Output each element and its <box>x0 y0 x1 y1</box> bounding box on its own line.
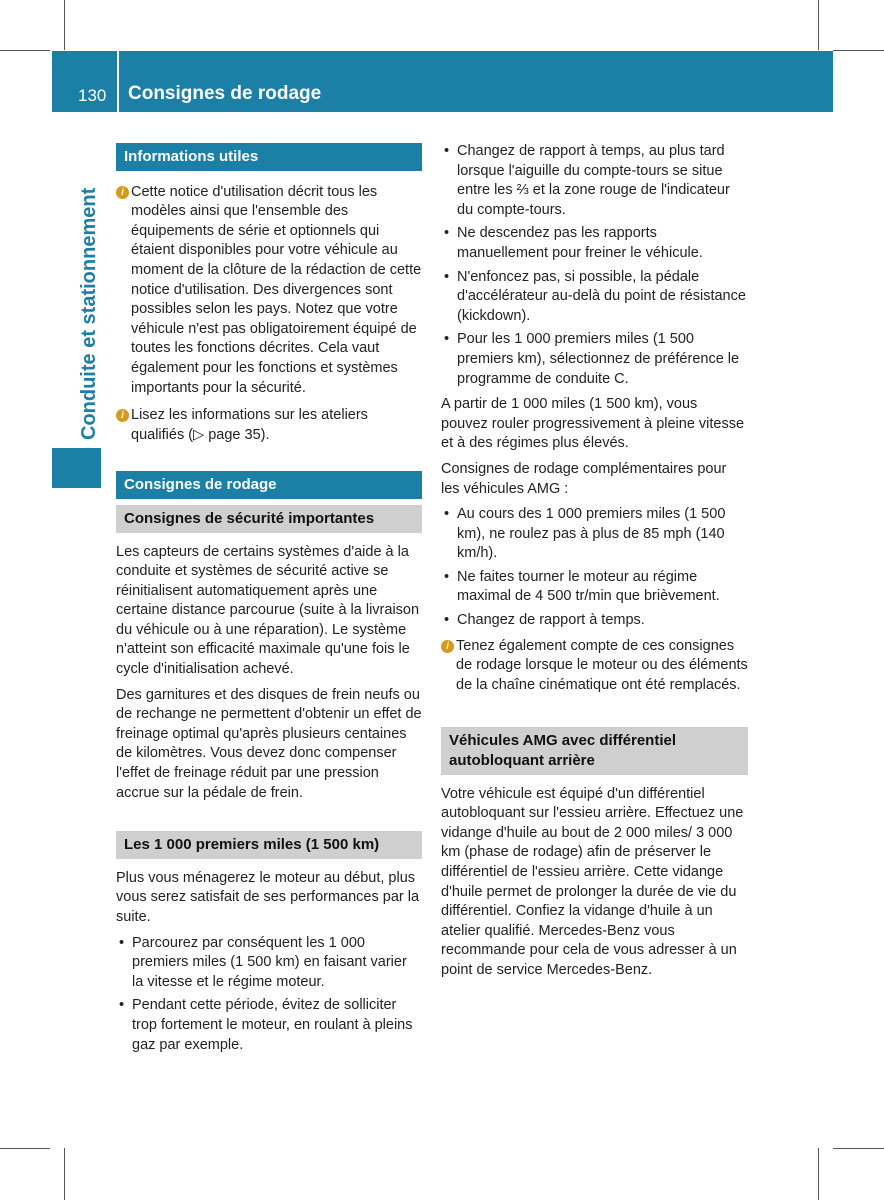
list-item: • Pendant cette période, évitez de solliciter trop fortement le moteur, en roulant à pleins gaz par exemple. <box>116 996 422 1055</box>
paragraph: Votre véhicule est équipé d'un différentiel autobloquant sur l'essieu arrière. Effectuez une vidange d'huile au bout de 2 000 miles/ 3 000 km (phase de rodage) afin de préserver le différentiel de l'essieu arrière. Cette vidange d'huile permet de prolonger la durée de vie du différentiel. Confiez la vidange d'huile à un atelier qualifié. Mercedes-Benz vous recommande pour cela de vous adresser à un point de service Mercedes-Benz. <box>441 785 744 978</box>
list-item: • Changez de rapport à temps. <box>441 611 748 631</box>
info-icon: i <box>116 409 129 422</box>
crop-mark <box>64 0 65 50</box>
paragraph: Les capteurs de certains systèmes d'aide à la conduite et systèmes de sécurité active se réinitialisent automatiquement après une certaine distance parcourue (suite à la livraison du véhicule ou à une réparation). Le système n'atteint son efficacité maximale qu'une fois le cycle d'initialisation achevé. <box>116 543 420 678</box>
info-note-text: Tenez également compte de ces consignes de rodage lorsque le moteur ou des éléments de la chaîne cinématique ont été remplacés. <box>456 637 748 693</box>
crop-mark <box>64 1148 65 1200</box>
page-number: 130 <box>78 86 107 105</box>
crop-mark <box>818 0 819 50</box>
amg-heading: Véhicules AMG avec différentiel autobloquant arrière <box>441 727 748 774</box>
info-note <box>116 183 422 399</box>
header-divider <box>117 51 119 112</box>
paragraph: Consignes de rodage complémentaires pour les véhicules AMG : <box>441 460 727 497</box>
info-heading: Informations utiles <box>116 143 422 171</box>
paragraph: Des garnitures et des disques de frein neufs ou de rechange ne permettent d'obtenir un effet de freinage optimal qu'après plusieurs centaines de kilomètres. Vous devez donc compenser l'effet de freinage réduit par une pression accrue sur la pédale de frein. <box>116 686 422 801</box>
list-item: • Changez de rapport à temps, au plus tard lorsque l'aiguille du compte-tours se situe entre les ⅔ et la zone rouge de l'indicateur du compte-tours. <box>441 142 748 220</box>
list-item: • Ne descendez pas les rapports manuellement pour freiner le véhicule. <box>441 224 748 263</box>
paragraph: A partir de 1 000 miles (1 500 km), vous pouvez rouler progressivement à pleine vitesse et à des régimes plus élevés. <box>441 396 745 452</box>
crop-mark <box>0 50 50 51</box>
bullet-list <box>441 505 748 631</box>
bullet-list <box>441 142 748 389</box>
crop-mark <box>833 1148 884 1149</box>
info-icon: i <box>441 640 454 653</box>
crop-mark <box>833 50 884 51</box>
section-heading: Consignes de rodage <box>116 471 422 499</box>
info-note-text: Cette notice d'utilisation décrit tous les modèles ainsi que l'ensemble des équipements de série et optionnels qui étaient disponibles pour votre véhicule au moment de la clôture de la rédaction de cette notice d'utilisation. Des divergences sont possibles selon les pays. Notez que votre véhicule n'est pas obligatoirement équipé de toutes les fonctions décrites. Cela vaut également pour les fonctions et systèmes importants pour la sécurité. <box>131 183 422 396</box>
list-item: • Parcourez par conséquent les 1 000 premiers miles (1 500 km) en faisant varier la vitesse et le régime moteur. <box>116 934 422 993</box>
list-item: • Ne faites tourner le moteur au régime maximal de 4 500 tr/min que brièvement. <box>441 568 748 607</box>
info-icon: i <box>116 186 129 199</box>
page-title: Consignes de rodage <box>128 83 322 104</box>
crop-mark <box>0 1148 50 1149</box>
paragraph: Plus vous ménagerez le moteur au début, plus vous serez satisfait de ses performances par la suite. <box>116 869 420 925</box>
list-item: • Pour les 1 000 premiers miles (1 500 premiers km), sélectionnez de préférence le programme de conduite C. <box>441 330 748 389</box>
list-item: • N'enfoncez pas, si possible, la pédale d'accélérateur au-delà du point de résistance (kickdown). <box>441 268 748 327</box>
info-note <box>116 406 422 445</box>
info-note-text: Lisez les informations sur les ateliers qualifiés (▷ page 35). <box>131 407 368 443</box>
list-item: • Au cours des 1 000 premiers miles (1 500 km), ne roulez pas à plus de 85 mph (140 km/h). <box>441 505 748 564</box>
miles-heading: Les 1 000 premiers miles (1 500 km) <box>116 831 422 859</box>
info-note <box>441 637 748 696</box>
safety-heading: Consignes de sécurité importantes <box>116 505 422 533</box>
left-column <box>116 143 422 1061</box>
chapter-label: Conduite et stationnement <box>78 187 100 440</box>
side-tab-marker <box>52 448 101 488</box>
right-column <box>441 142 748 987</box>
crop-mark <box>818 1148 819 1200</box>
bullet-list <box>116 934 422 1056</box>
